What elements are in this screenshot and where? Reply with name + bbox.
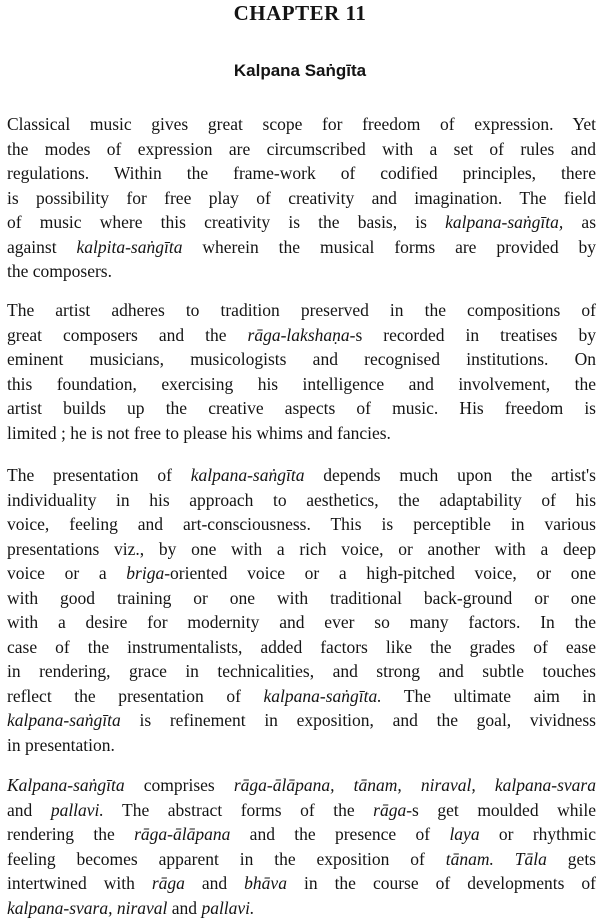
text-line: The artist adheres to tradition preserved in the compositions of [7,300,596,320]
paragraph-3 [7,463,596,757]
text-line: voice or a briga-oriented voice or a high-pitched voice, or one [7,563,596,583]
section-title: Kalpana Saṅgīta [233,61,367,80]
text-line: in rendering, grace in technicalities, and strong and subtle touches [7,661,596,681]
text-line: reflect the presentation of kalpana-saṅgīta. The ultimate aim in [7,685,597,706]
paragraph-4 [7,773,596,920]
text-line: this foundation, exercising his intelligence and involvement, the [7,373,596,394]
text-line: the composers. [7,261,112,281]
text-line: kalpana-svara, niraval and pallavi. [7,897,255,918]
text-line: artist builds up the creative aspects of music. His freedom is [7,398,596,418]
text-line: limited ; he is not free to please his whims and fancies. [7,422,391,443]
text-line: against kalpita-saṅgīta wherein the musical forms are provided by [7,236,596,257]
text-line: is possibility for free play of creativity and imagination. The field [7,187,596,208]
text-line: Kalpana-saṅgīta comprises rāga-ālāpana, tānam, niraval, kalpana-svara [7,775,596,795]
text-line: in presentation. [7,734,115,755]
text-line: and pallavi. The abstract forms of the rāga-s get moulded while [7,799,596,820]
chapter-heading: CHAPTER 11 [233,1,367,25]
text-line: presentations viz., by one with a rich voice, or another with a deep [7,538,596,559]
text-line: Classical music gives great scope for freedom of expression. Yet [7,114,596,134]
text-line: of music where this creativity is the basis, is kalpana-saṅgīta, as [7,212,596,232]
text-line: rendering the rāga-ālāpana and the presence of laya or rhythmic [7,824,596,844]
text-line: individuality in his approach to aesthetics, the adaptability of his [7,489,596,510]
paragraph-1 [7,112,596,284]
text-line: case of the instrumentalists, added factors like the grades of ease [7,636,596,657]
text-line: voice, feeling and art-consciousness. This is perceptible in various [7,514,596,534]
text-line: kalpana-saṅgīta is refinement in exposition, and the goal, vividness [7,710,596,730]
text-line: with a desire for modernity and ever so many factors. In the [7,612,596,632]
text-line: great composers and the rāga-lakshaṇa-s recorded in treatises by [7,324,596,345]
text-line: regulations. Within the frame-work of codified principles, there [7,163,596,183]
paragraph-2 [7,298,596,445]
text-line: eminent musicians, musicologists and recognised institutions. On [7,349,596,369]
text-line: the modes of expression are circumscribed with a set of rules and [7,138,596,159]
text-line: with good training or one with traditional back-ground or one [7,587,596,608]
text-line: feeling becomes apparent in the exposition of tānam. Tāla gets [7,848,596,869]
text-line: The presentation of kalpana-saṅgīta depends much upon the artist's [7,465,596,485]
text-line: intertwined with rāga and bhāva in the course of developments of [7,873,596,893]
